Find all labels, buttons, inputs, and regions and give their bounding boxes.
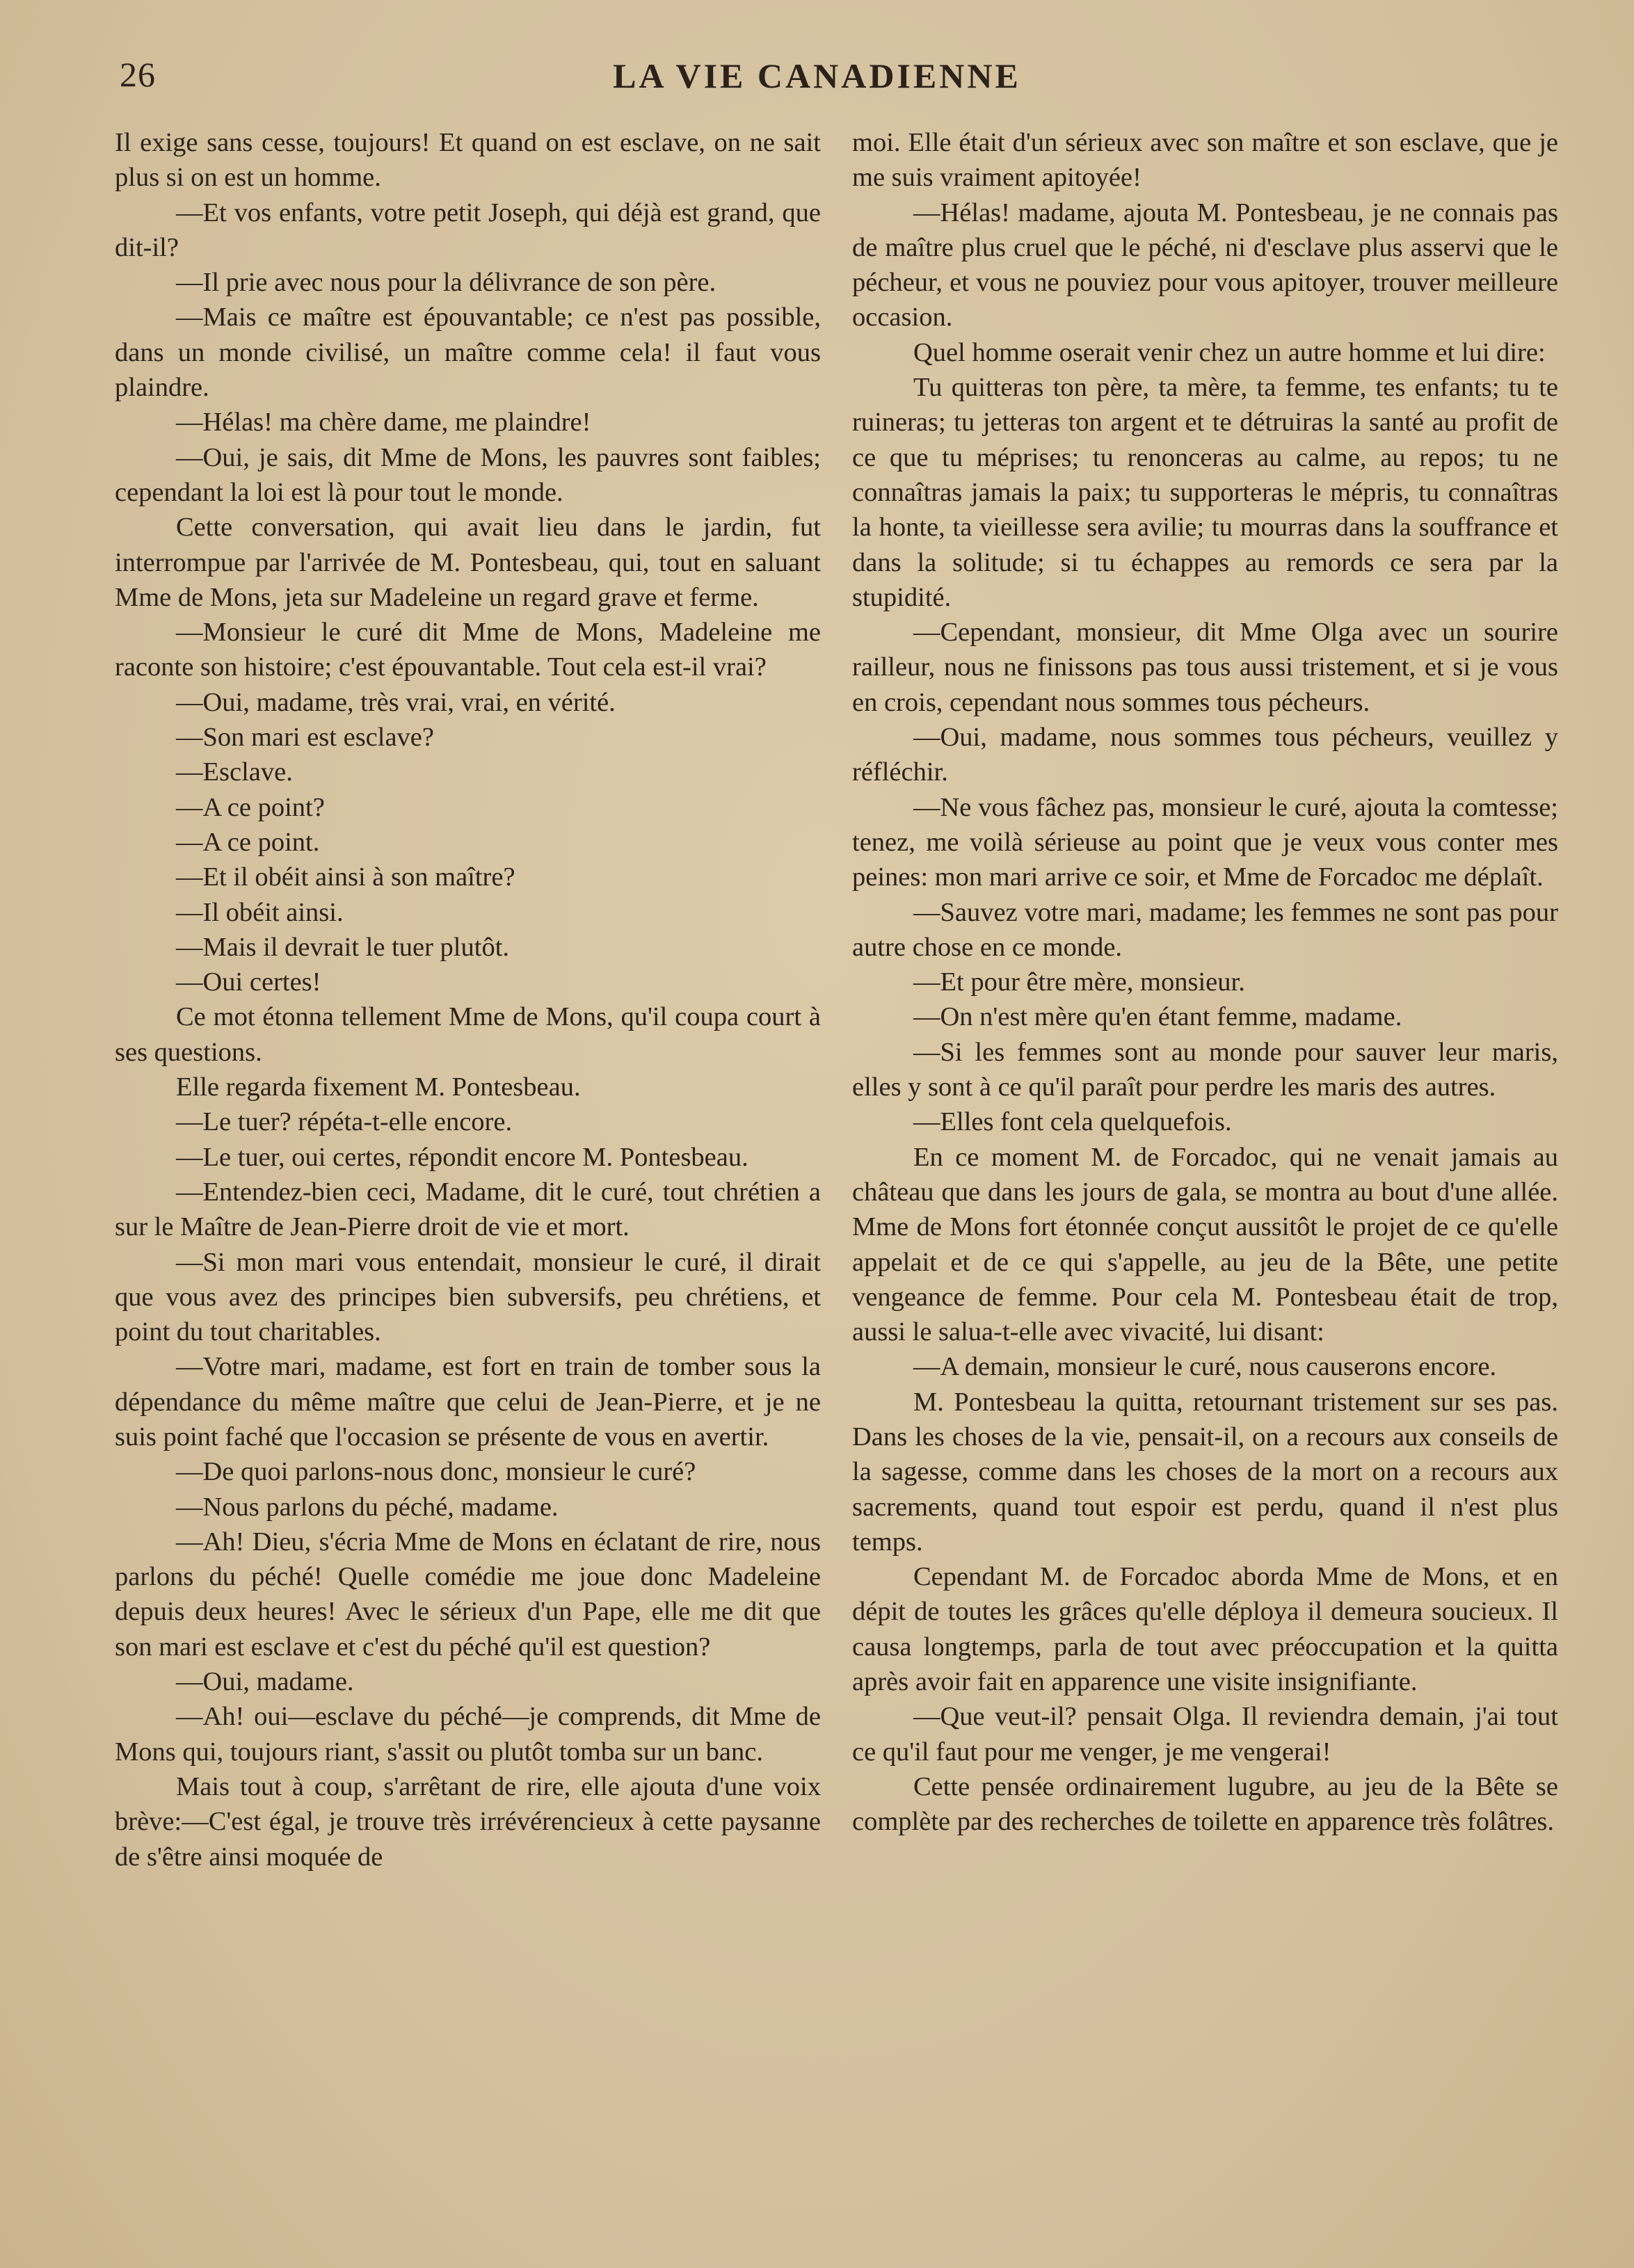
paragraph: —Monsieur le curé dit Mme de Mons, Madeleine me raconte son histoire; c'est épouvantable. Tout cela est-il vrai?	[115, 618, 821, 682]
paragraph: —Cependant, monsieur, dit Mme Olga avec un sourire railleur, nous ne finissons pas tous aussi tristement, et si je vous en crois, cependant nous sommes tous pécheurs.	[852, 618, 1558, 717]
paragraph: —Que veut-il? pensait Olga. Il reviendra demain, j'ai tout ce qu'il faut pour me venger, je me vengerai!	[852, 1702, 1558, 1767]
paragraph: —Oui, madame, très vrai, vrai, en vérité.	[176, 687, 616, 717]
paragraph: —A ce point.	[176, 827, 320, 857]
paragraph: —Il prie avec nous pour la délivrance de son père.	[176, 268, 716, 298]
paragraph: —Ah! Dieu, s'écria Mme de Mons en éclatant de rire, nous parlons du péché! Quelle comédie me joue donc Madeleine depuis deux heures! Avec le sérieux d'un Pape, elle me dit que son mari est esclave et c'est du péché qu'il est question?	[115, 1527, 821, 1662]
running-title: LA VIE CANADIENNE	[613, 56, 1021, 95]
paragraph: M. Pontesbeau la quitta, retournant tristement sur ses pas. Dans les choses de la vie, pensait-il, on a recours aux conseils de la sagesse, comme dans les choses de la mort on a recours aux sacrements, quand tout espoir est perdu, quand il n'est plus temps.	[852, 1387, 1558, 1557]
paragraph: Quel homme oserait venir chez un autre homme et lui dire:	[913, 337, 1546, 367]
paragraph: —A demain, monsieur le curé, nous causerons encore.	[913, 1352, 1497, 1382]
paragraph: —Mais ce maître est épouvantable; ce n'est pas possible, dans un monde civilisé, un maître comme cela! il faut vous plaindre.	[115, 303, 821, 403]
paragraph: —De quoi parlons-nous donc, monsieur le curé?	[176, 1457, 696, 1487]
paragraph: —Hélas! ma chère dame, me plaindre!	[176, 408, 591, 437]
paragraph: —Oui certes!	[176, 967, 321, 997]
paragraph: —Hélas! madame, ajouta M. Pontesbeau, je ne connais pas de maître plus cruel que le péché, ni d'esclave plus asservi que le pécheur, et vous ne pouviez pour vous apitoyer, trouver meilleure occasion.	[852, 198, 1558, 332]
left-text-column	[115, 125, 821, 1874]
paragraph: —Votre mari, madame, est fort en train de tomber sous la dépendance du même maître que celui de Jean-Pierre, et je ne suis point faché que l'occasion se présente de vous en avertir.	[115, 1352, 821, 1451]
paragraph: —Ne vous fâchez pas, monsieur le curé, ajouta la comtesse; tenez, me voilà sérieuse au point que je veux vous conter mes peines: mon mari arrive ce soir, et Mme de Forcadoc me déplaît.	[852, 792, 1558, 892]
paragraph: —Son mari est esclave?	[176, 723, 434, 753]
paragraph: —Esclave.	[176, 757, 293, 787]
paragraph: —Oui, je sais, dit Mme de Mons, les pauvres sont faibles; cependant la loi est là pour tout le monde.	[115, 442, 821, 507]
paragraph: —Sauvez votre mari, madame; les femmes ne sont pas pour autre chose en ce monde.	[852, 897, 1558, 962]
paragraph: Tu quitteras ton père, ta mère, ta femme, tes enfants; tu te ruineras; tu jetteras ton argent et te détruiras la santé au profit de ce que tu méprises; tu renonceras au calme, au repos; tu ne connaîtras jamais la paix; tu supporteras le mépris, tu connaîtras la honte, ta vieillesse sera avilie; tu mourras dans la souffrance et dans la solitude; si tu échappes au remords ce sera par la stupidité.	[852, 373, 1558, 612]
paragraph: Mais tout à coup, s'arrêtant de rire, elle ajouta d'une voix brève:—C'est égal, je trouve très irrévérencieux à cette paysanne de s'être ainsi moquée de	[115, 1771, 821, 1872]
paragraph: —A ce point?	[176, 792, 325, 822]
paragraph: Cette pensée ordinairement lugubre, au jeu de la Bête se complète par des recherches de toilette en apparence très folâtres.	[852, 1771, 1558, 1837]
paragraph: —Et il obéit ainsi à son maître?	[176, 862, 515, 892]
paragraph: —Le tuer, oui certes, répondit encore M. Pontesbeau.	[176, 1142, 748, 1172]
paragraph: —Le tuer? répéta-t-elle encore.	[176, 1107, 513, 1137]
paragraph: —Oui, madame.	[176, 1667, 354, 1697]
paragraph: Elle regarda fixement M. Pontesbeau.	[176, 1072, 581, 1102]
paragraph: —Elles font cela quelquefois.	[913, 1107, 1232, 1137]
page-number: 26	[120, 55, 156, 94]
paragraph: —Mais il devrait le tuer plutôt.	[176, 932, 510, 962]
paragraph: —Et vos enfants, votre petit Joseph, qui déjà est grand, que dit-il?	[115, 198, 821, 262]
paragraph: —On n'est mère qu'en étant femme, madame.	[913, 1002, 1402, 1032]
paragraph: Il exige sans cesse, toujours! Et quand on est esclave, on ne sait plus si on est un homme.	[115, 128, 821, 193]
page-header	[0, 49, 1634, 104]
paragraph: —Si mon mari vous entendait, monsieur le curé, il dirait que vous avez des principes bien subversifs, peu chrétiens, et point du tout charitables.	[115, 1247, 821, 1347]
paragraph: —Si les femmes sont au monde pour sauver leur maris, elles y sont à ce qu'il paraît pour perdre les maris des autres.	[852, 1037, 1558, 1102]
paragraph: —Nous parlons du péché, madame.	[176, 1492, 559, 1522]
paragraph: —Et pour être mère, monsieur.	[913, 967, 1245, 997]
paragraph: Cette conversation, qui avait lieu dans le jardin, fut interrompue par l'arrivée de M. Pontesbeau, qui, tout en saluant Mme de Mons, jeta sur Madeleine un regard grave et ferme.	[115, 513, 821, 612]
right-text-column	[852, 125, 1558, 1840]
paragraph: moi. Elle était d'un sérieux avec son maître et son esclave, que je me suis vraiment apitoyée!	[852, 128, 1558, 193]
paragraph: —Ah! oui—esclave du péché—je comprends, dit Mme de Mons qui, toujours riant, s'assit ou plutôt tomba sur un banc.	[115, 1702, 821, 1767]
paragraph: —Entendez-bien ceci, Madame, dit le curé, tout chrétien a sur le Maître de Jean-Pierre droit de vie et mort.	[115, 1177, 821, 1242]
paragraph: Cependant M. de Forcadoc aborda Mme de Mons, et en dépit de toutes les grâces qu'elle déploya il demeura soucieux. Il causa longtemps, parla de tout avec préoccupation et la quitta après avoir fait en apparence une visite insignifiante.	[852, 1562, 1558, 1697]
paragraph: —Oui, madame, nous sommes tous pécheurs, veuillez y réfléchir.	[852, 723, 1558, 787]
paragraph: En ce moment M. de Forcadoc, qui ne venait jamais au château que dans les jours de gala, se montra au bout d'une allée. Mme de Mons fort étonnée conçut aussitôt le projet de ce qu'elle appelait et de ce qui s'appelle, au jeu de la Bête, une petite vengeance de femme. Pour cela M. Pontesbeau était de trop, aussi le salua-t-elle avec vivacité, lui disant:	[852, 1142, 1558, 1347]
paragraph: Ce mot étonna tellement Mme de Mons, qu'il coupa court à ses questions.	[115, 1002, 821, 1067]
paragraph: —Il obéit ainsi.	[176, 897, 344, 927]
